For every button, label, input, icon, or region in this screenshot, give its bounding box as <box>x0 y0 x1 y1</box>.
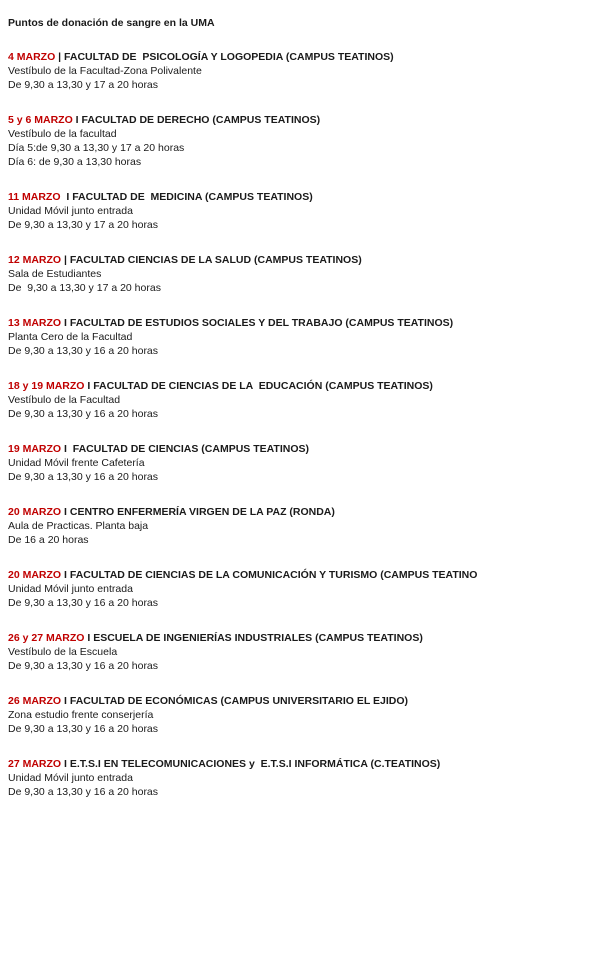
entry-schedule: De 9,30 a 13,30 y 16 a 20 horas <box>8 408 159 420</box>
entry-date: 13 MARZO <box>8 317 62 329</box>
entry-schedule: De 9,30 a 13,30 y 17 a 20 horas <box>8 79 159 91</box>
donation-entry <box>8 379 598 421</box>
entry-heading <box>8 442 598 456</box>
entry-place: FACULTAD DE DERECHO (CAMPUS TEATINOS) <box>81 114 321 126</box>
entry-heading <box>8 190 598 204</box>
entry-schedule: De 16 a 20 horas <box>8 534 89 546</box>
entry-detail: Vestíbulo de la Facultad <box>8 394 121 406</box>
entry-separator: I <box>84 380 94 392</box>
entry-heading <box>8 316 598 330</box>
entry-date: 27 MARZO <box>8 758 62 770</box>
entry-place: FACULTAD DE ESTUDIOS SOCIALES Y DEL TRABAJO (CAMPUS TEATINOS) <box>69 317 454 329</box>
entry-date: 18 y 19 MARZO <box>8 380 85 392</box>
entry-detail: Unidad Móvil junto entrada <box>8 583 133 595</box>
entry-detail: Zona estudio frente conserjería <box>8 709 154 721</box>
entry-detail: Vestíbulo de la Facultad-Zona Polivalente <box>8 65 202 77</box>
entry-heading <box>8 568 598 582</box>
donation-entry <box>8 568 598 610</box>
entry-schedule: Día 6: de 9,30 a 13,30 horas <box>8 156 142 168</box>
entry-schedule: De 9,30 a 13,30 y 16 a 20 horas <box>8 786 159 798</box>
entry-separator: I <box>72 114 82 126</box>
donation-entry <box>8 50 598 92</box>
entry-schedule: De 9,30 a 13,30 y 17 a 20 horas <box>8 219 159 231</box>
entry-heading <box>8 631 598 645</box>
entry-schedule: De 9,30 a 13,30 y 16 a 20 horas <box>8 723 159 735</box>
entry-detail: Planta Cero de la Facultad <box>8 331 133 343</box>
document <box>8 16 598 820</box>
entry-date: 5 y 6 MARZO <box>8 114 73 126</box>
entry-date: 20 MARZO <box>8 569 62 581</box>
entry-schedule: De 9,30 a 13,30 y 17 a 20 horas <box>8 282 161 294</box>
entry-place: FACULTAD CIENCIAS DE LA SALUD (CAMPUS TEATINOS) <box>69 254 362 266</box>
entry-separator: I <box>61 569 70 581</box>
entry-place: E.T.S.I EN TELECOMUNICACIONES y E.T.S.I INFORMÁTICA (C.TEATINOS) <box>69 758 441 770</box>
entry-date: 4 MARZO <box>8 51 56 63</box>
entry-date: 26 MARZO <box>8 695 62 707</box>
entry-place: ESCUELA DE INGENIERÍAS INDUSTRIALES (CAMPUS TEATINOS) <box>93 632 423 644</box>
entry-detail: Unidad Móvil frente Cafetería <box>8 457 145 469</box>
entry-place: FACULTAD DE CIENCIAS (CAMPUS TEATINOS) <box>72 443 310 455</box>
entry-detail: Aula de Practicas. Planta baja <box>8 520 149 532</box>
entry-place: FACULTAD DE MEDICINA (CAMPUS TEATINOS) <box>72 191 313 203</box>
entry-separator: I <box>61 506 70 518</box>
entry-heading <box>8 113 598 127</box>
entry-separator: | <box>61 254 70 266</box>
entry-schedule: De 9,30 a 13,30 y 16 a 20 horas <box>8 660 159 672</box>
donation-entry <box>8 253 598 295</box>
entry-schedule: De 9,30 a 13,30 y 16 a 20 horas <box>8 345 159 357</box>
entry-date: 20 MARZO <box>8 506 62 518</box>
entry-separator: I <box>61 695 70 707</box>
entry-schedule: De 9,30 a 13,30 y 16 a 20 horas <box>8 597 159 609</box>
entry-detail: Vestíbulo de la facultad <box>8 128 117 140</box>
page-title: Puntos de donación de sangre en la UMA <box>8 17 215 29</box>
entry-date: 11 MARZO <box>8 191 61 203</box>
entry-separator: | <box>55 51 65 63</box>
entry-place: FACULTAD DE ECONÓMICAS (CAMPUS UNIVERSITARIO EL EJIDO) <box>69 695 409 707</box>
entry-date: 26 y 27 MARZO <box>8 632 85 644</box>
entry-detail: Vestíbulo de la Escuela <box>8 646 118 658</box>
entry-place: CENTRO ENFERMERÍA VIRGEN DE LA PAZ (RONDA) <box>69 506 335 518</box>
entry-separator: I <box>61 317 70 329</box>
donation-entry <box>8 113 598 169</box>
donation-entry <box>8 316 598 358</box>
entry-place: FACULTAD DE PSICOLOGÍA Y LOGOPEDIA (CAMPUS TEATINOS) <box>64 51 394 63</box>
entry-heading <box>8 505 598 519</box>
entry-separator: I <box>84 632 94 644</box>
entry-separator: I <box>60 191 73 203</box>
entry-detail: Unidad Móvil junto entrada <box>8 772 133 784</box>
entry-detail: Sala de Estudiantes <box>8 268 102 280</box>
entry-date: 19 MARZO <box>8 443 62 455</box>
donation-entry <box>8 694 598 736</box>
donation-entry <box>8 505 598 547</box>
donation-entry <box>8 631 598 673</box>
entry-separator: I <box>61 443 73 455</box>
entry-heading <box>8 50 598 64</box>
entry-separator: I <box>61 758 70 770</box>
entry-detail: Unidad Móvil junto entrada <box>8 205 133 217</box>
entry-heading <box>8 694 598 708</box>
entry-schedule: De 9,30 a 13,30 y 16 a 20 horas <box>8 471 159 483</box>
donation-entry <box>8 442 598 484</box>
entry-heading <box>8 379 598 393</box>
donation-entry <box>8 190 598 232</box>
entry-detail: Día 5:de 9,30 a 13,30 y 17 a 20 horas <box>8 142 185 154</box>
entry-heading <box>8 253 598 267</box>
entry-place: FACULTAD DE CIENCIAS DE LA COMUNICACIÓN Y TURISMO (CAMPUS TEATINO <box>69 569 478 581</box>
entry-date: 12 MARZO <box>8 254 62 266</box>
entry-place: FACULTAD DE CIENCIAS DE LA EDUCACIÓN (CAMPUS TEATINOS) <box>93 380 433 392</box>
entry-heading <box>8 757 598 771</box>
donation-points-list <box>8 50 598 799</box>
donation-entry <box>8 757 598 799</box>
